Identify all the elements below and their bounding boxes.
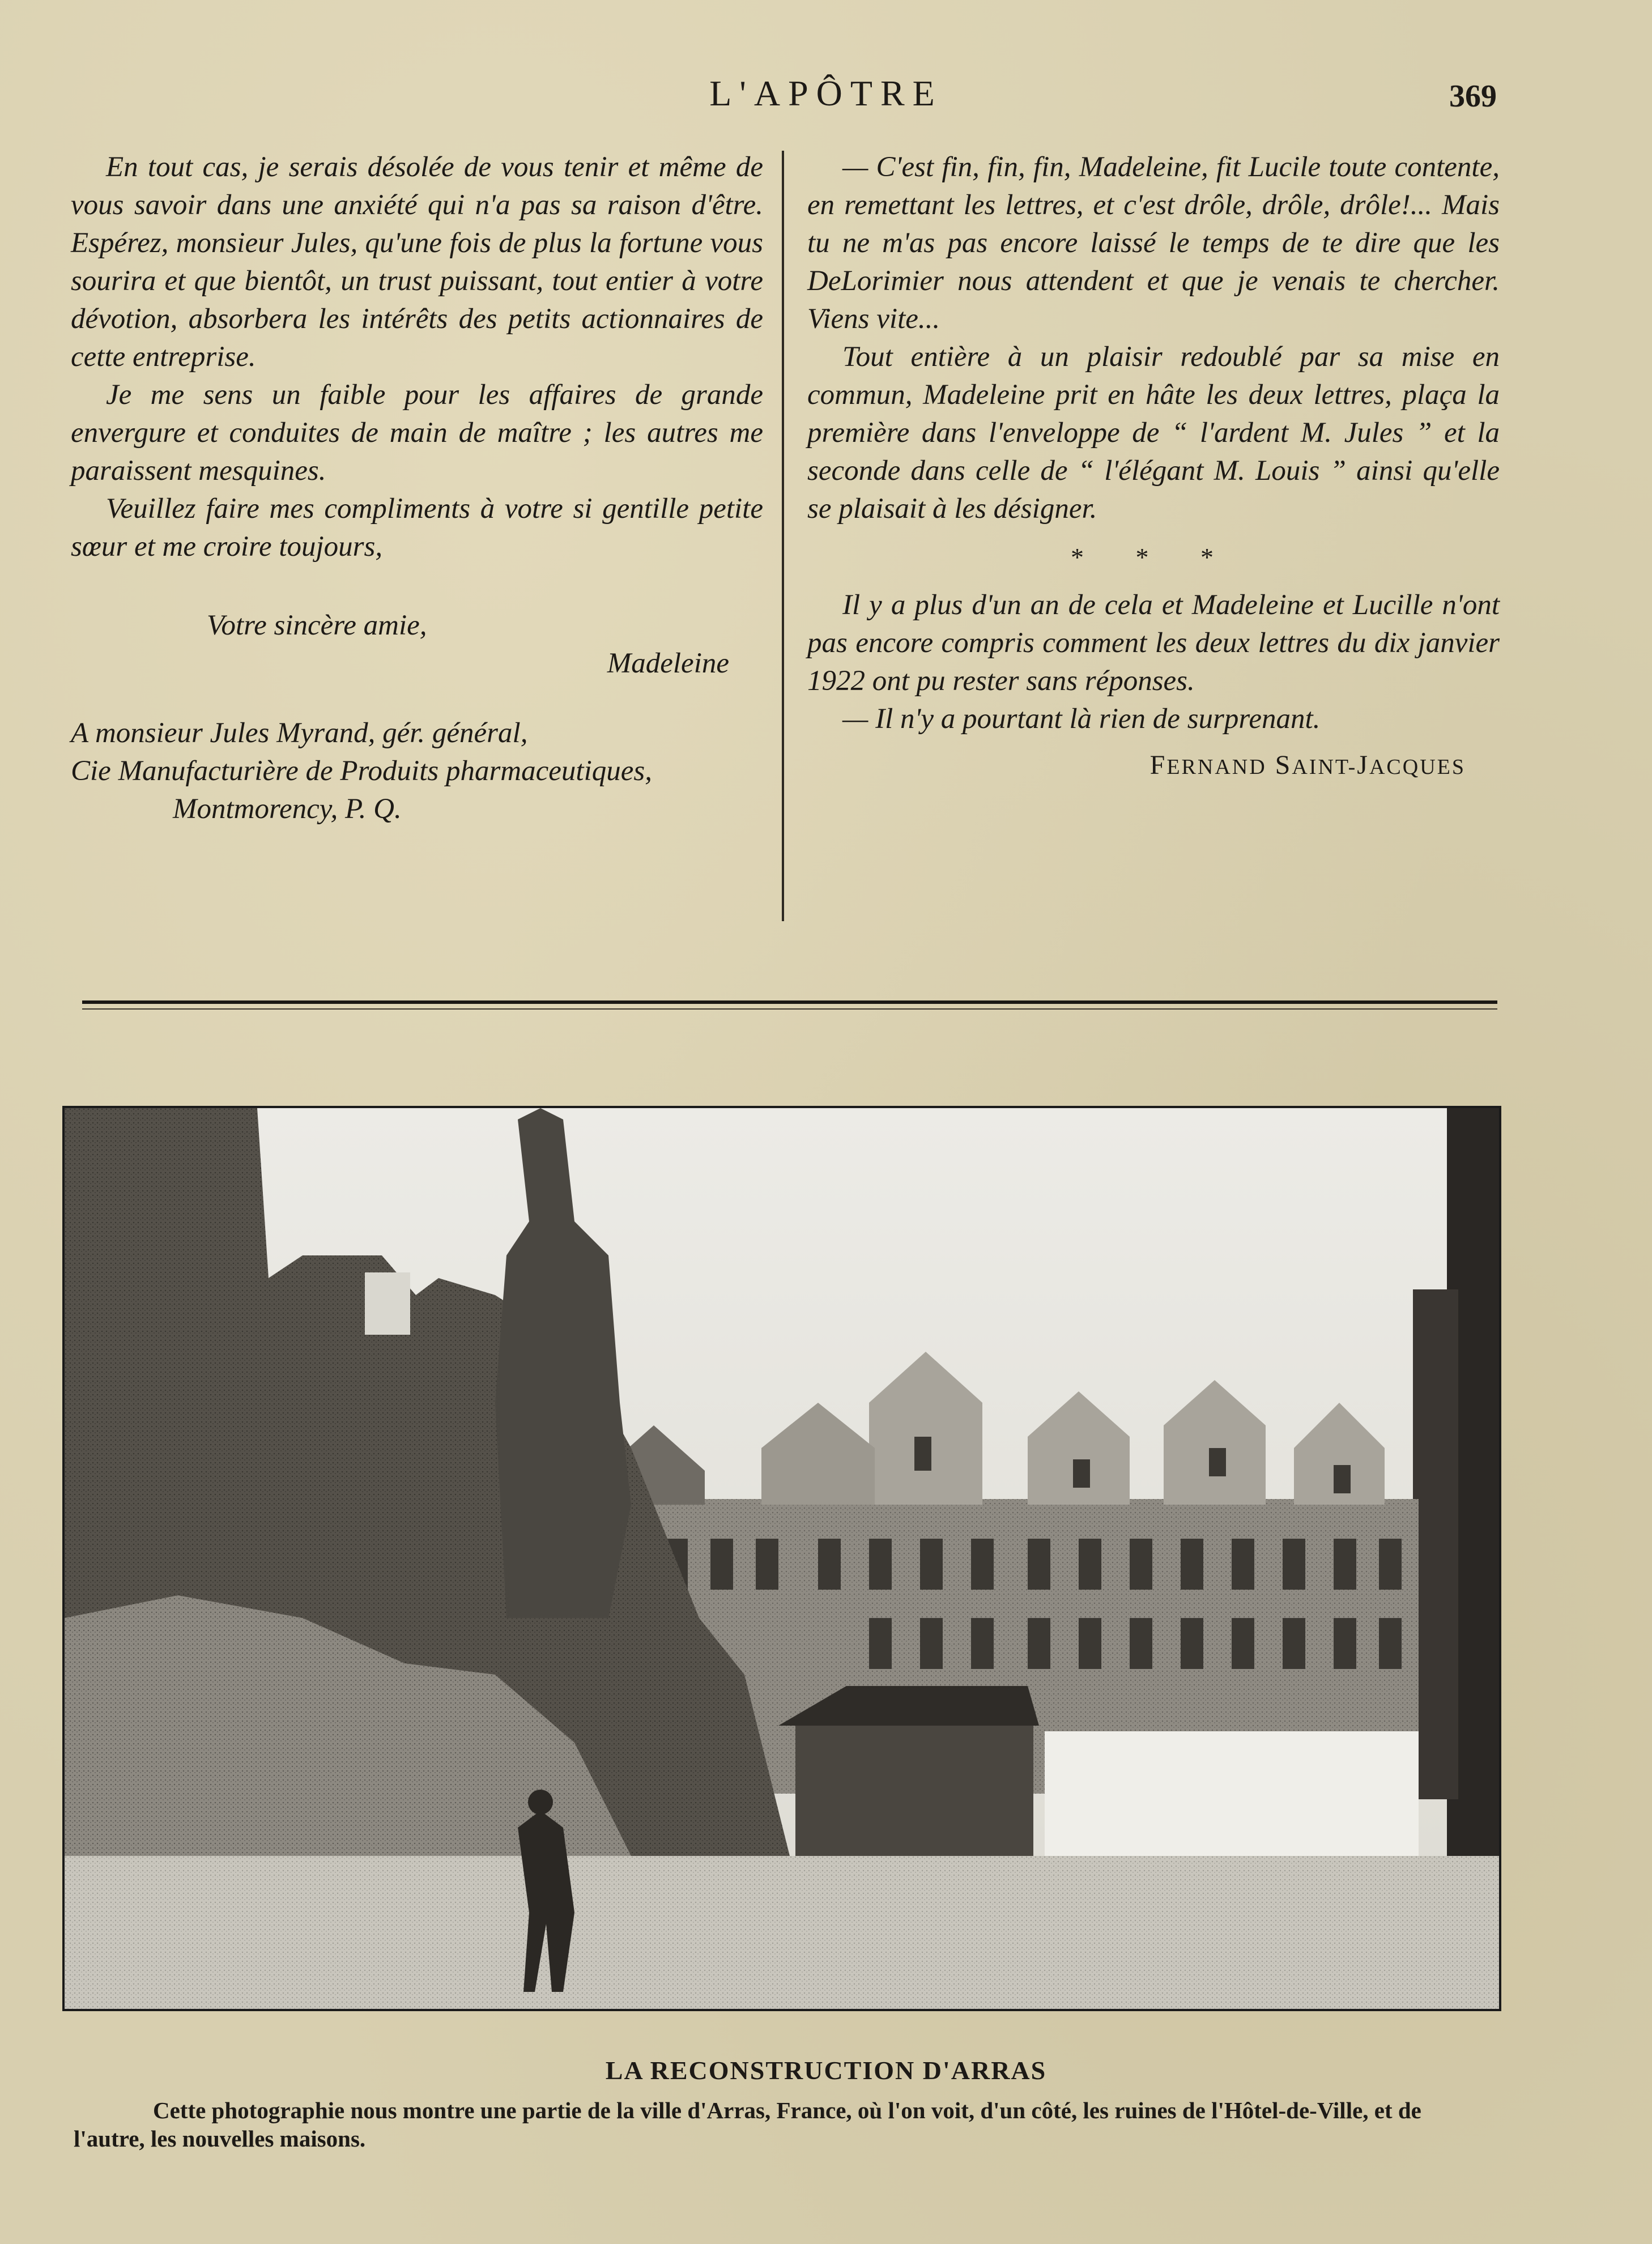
- page-number: 369: [1449, 79, 1497, 114]
- address-line: Montmorency, P. Q.: [173, 793, 402, 825]
- story-paragraph: Il y a plus d'un an de cela et Madeleine et Lucille n'ont pas encore compris comment les deux lettres du dix janvier 1922 ont pu rester sans réponses.: [807, 589, 1500, 697]
- story-paragraph: — C'est fin, fin, fin, Madeleine, fit Lucile toute contente, en remettant les lettres, et c'est drôle, drôle, drôle!... Mais tu ne m'as pas encore laissé le temps de te dire que les DeLorimier nous attendent et que je venais te chercher. Viens vite...: [807, 151, 1500, 335]
- photo-caption-text: Cette photographie nous montre une partie de la ville d'Arras, France, où l'on voit, d'un côté, les ruines de l'Hôtel-de-Ville, et de l'autre, les nouvelles maisons.: [74, 2097, 1421, 2152]
- letter-paragraph: Veuillez faire mes compliments à votre si gentille petite sœur et me croire toujours,: [71, 493, 763, 563]
- section-separator-rule-thin: [82, 1008, 1497, 1010]
- arras-photograph: [62, 1106, 1501, 2011]
- section-break-stars: * * *: [1071, 543, 1236, 572]
- author-signature: FERNAND SAINT-JACQUES: [1149, 750, 1466, 780]
- section-separator-rule: [82, 1000, 1497, 1004]
- story-paragraph: Tout entière à un plaisir redoublé par sa mise en commun, Madeleine prit en hâte les deux lettres, plaça la première dans l'enveloppe de “ l'ardent M. Jules ” et la seconde dans celle de “ l'élégant M. Louis ” ainsi qu'elle se plaisait à les désigner.: [807, 341, 1500, 525]
- column-divider: [782, 151, 784, 921]
- letter-paragraph: En tout cas, je serais désolée de vous tenir et même de vous savoir dans une anxiété qui n'a pas sa raison d'être. Espérez, monsieur Jules, qu'une fois de plus la fortune vous sourira et que bientôt, un trust puissant, tout entier à votre dévotion, absorbera les intérêts des petits actionnaires de cette entreprise.: [71, 151, 763, 373]
- letter-closing: Votre sincère amie,: [207, 610, 427, 641]
- left-column: [71, 148, 763, 828]
- running-header-title: L'APÔTRE: [709, 73, 943, 113]
- letter-signature: Madeleine: [607, 648, 729, 679]
- story-paragraph: — Il n'y a pourtant là rien de surprenant.: [842, 703, 1321, 735]
- letter-paragraph: Je me sens un faible pour les affaires de grande envergure et conduites de main de maître ; les autres me paraissent mesquines.: [71, 379, 763, 487]
- address-line: Cie Manufacturière de Produits pharmaceutiques,: [71, 755, 652, 787]
- photo-caption-title: LA RECONSTRUCTION D'ARRAS: [605, 2056, 1047, 2085]
- right-column: [807, 148, 1500, 786]
- address-line: A monsieur Jules Myrand, gér. général,: [71, 717, 528, 749]
